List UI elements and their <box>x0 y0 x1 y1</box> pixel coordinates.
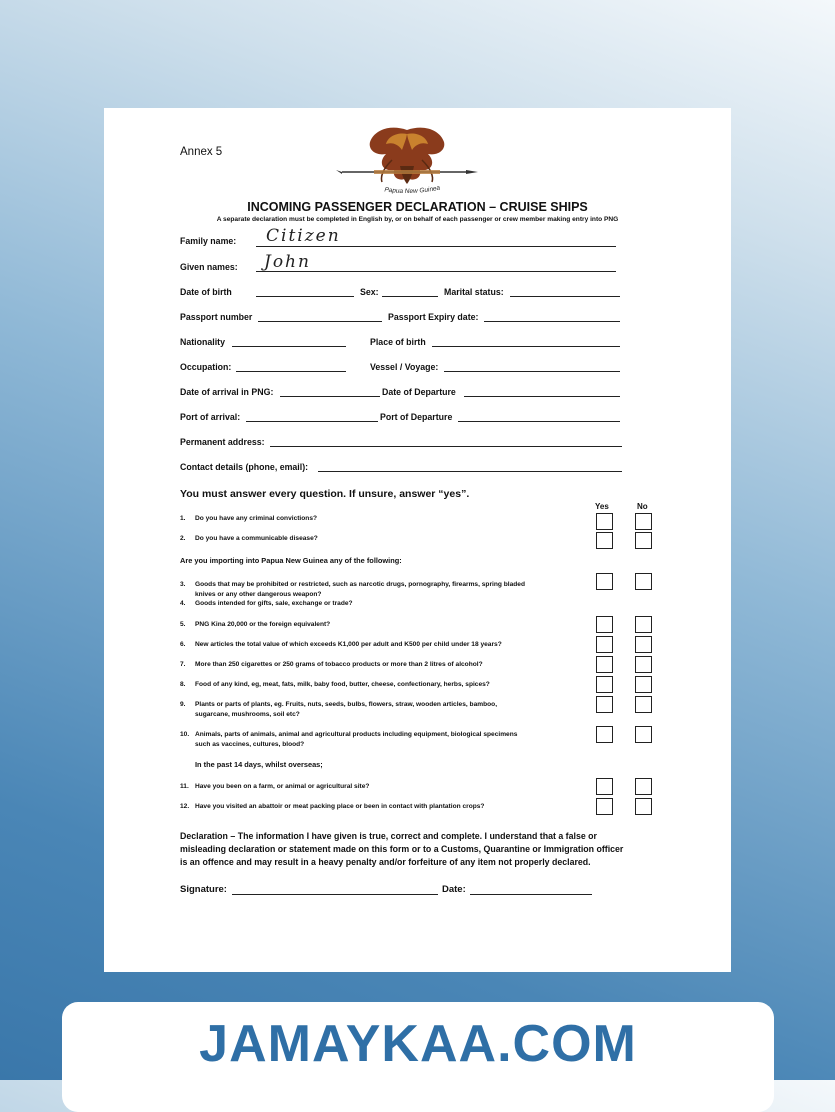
vessel-voyage-label: Vessel / Voyage: <box>370 362 439 372</box>
given-names-label: Given names: <box>180 262 238 272</box>
q10-yes-checkbox[interactable] <box>596 726 613 743</box>
q10-no-checkbox[interactable] <box>635 726 652 743</box>
q8-yes-checkbox[interactable] <box>596 676 613 693</box>
q3-no-checkbox[interactable] <box>635 573 652 590</box>
question-10: 10. Animals, parts of animals, animal and agricultural products including equipment, biological specimens such as vaccines, cultures, blood? <box>180 731 518 748</box>
footer-banner <box>62 1002 774 1112</box>
question-8: 8. Food of any kind, eg, meat, fats, milk, baby food, butter, cheese, confectionary, herbs, spices? <box>180 681 490 688</box>
form-title: INCOMING PASSENGER DECLARATION – CRUISE SHIPS <box>247 200 588 214</box>
question-6: 6. New articles the total value of which exceeds K1,000 per adult and K500 per child under 18 years? <box>180 641 502 648</box>
marital-status-field[interactable] <box>510 296 620 297</box>
importing-heading: Are you importing into Papua New Guinea any of the following: <box>180 556 402 565</box>
declaration-text <box>180 830 660 869</box>
family-name-value: Citizen <box>266 226 341 246</box>
yes-column-header: Yes <box>595 502 609 511</box>
q5-yes-checkbox[interactable] <box>596 616 613 633</box>
port-departure-label: Port of Departure <box>380 412 453 422</box>
given-names-value: John <box>264 252 311 272</box>
question-7: 7. More than 250 cigarettes or 250 grams of tobacco products or more than 2 litres of alcohol? <box>180 661 483 668</box>
question-4: 4. Goods intended for gifts, sale, exchange or trade? <box>180 600 353 607</box>
questions-heading: You must answer every question. If unsure, answer “yes”. <box>180 488 470 500</box>
port-arrival-field[interactable] <box>246 421 378 422</box>
question-12: 12. Have you visited an abattoir or meat packing place or been in contact with plantation crops? <box>180 803 485 810</box>
question-11: 11. Have you been on a farm, or animal or agricultural site? <box>180 783 370 790</box>
dob-label: Date of birth <box>180 287 232 297</box>
annex-label: Annex 5 <box>180 146 223 158</box>
q9-yes-checkbox[interactable] <box>596 696 613 713</box>
dob-field[interactable] <box>256 296 354 297</box>
passport-number-label: Passport number <box>180 312 253 322</box>
q11-yes-checkbox[interactable] <box>596 778 613 795</box>
question-3: 3. Goods that may be prohibited or restricted, such as narcotic drugs, pornography, firearms, spring bladed knives or any other dangerous weapon? <box>180 581 525 598</box>
q6-yes-checkbox[interactable] <box>596 636 613 653</box>
contact-details-field[interactable] <box>318 471 622 472</box>
q1-yes-checkbox[interactable] <box>596 513 613 530</box>
question-9: 9. Plants or parts of plants, eg. Fruits, nuts, seeds, bulbs, flowers, straw, wooden articles, bamboo, sugarcane, mushrooms, soil etc? <box>180 701 498 718</box>
place-of-birth-label: Place of birth <box>370 337 426 347</box>
declaration-line-1: Declaration – The information I have given is true, correct and complete. I understand that a false or <box>180 831 597 841</box>
q7-yes-checkbox[interactable] <box>596 656 613 673</box>
marital-status-label: Marital status: <box>444 287 504 297</box>
passport-number-field[interactable] <box>258 321 382 322</box>
declaration-form <box>104 108 731 972</box>
family-name-label: Family name: <box>180 236 237 246</box>
place-of-birth-field[interactable] <box>432 346 620 347</box>
declaration-line-2: misleading declaration or statement made on this form or to a Customs, Quarantine or Immigration officer <box>180 844 624 854</box>
permanent-address-label: Permanent address: <box>180 437 265 447</box>
port-arrival-label: Port of arrival: <box>180 412 241 422</box>
passport-expiry-label: Passport Expiry date: <box>388 312 479 322</box>
emblem-caption: Papua New Guinea <box>383 184 441 196</box>
arrival-date-field[interactable] <box>280 396 380 397</box>
svg-text:Papua New Guinea <box>384 185 441 195</box>
png-emblem-icon <box>332 120 482 202</box>
question-2: 2. Do you have a communicable disease? <box>180 535 318 542</box>
no-column-header: No <box>637 502 648 511</box>
q2-no-checkbox[interactable] <box>635 532 652 549</box>
sex-field[interactable] <box>382 296 438 297</box>
brand-watermark[interactable]: JAMAYKAA.COM <box>199 1015 637 1073</box>
overseas-heading: In the past 14 days, whilst overseas; <box>195 760 323 769</box>
family-name-field[interactable] <box>256 246 616 247</box>
q5-no-checkbox[interactable] <box>635 616 652 633</box>
q9-no-checkbox[interactable] <box>635 696 652 713</box>
nationality-field[interactable] <box>232 346 346 347</box>
nationality-label: Nationality <box>180 337 225 347</box>
signature-field[interactable] <box>232 894 438 895</box>
q12-no-checkbox[interactable] <box>635 798 652 815</box>
q1-no-checkbox[interactable] <box>635 513 652 530</box>
q11-no-checkbox[interactable] <box>635 778 652 795</box>
q7-no-checkbox[interactable] <box>635 656 652 673</box>
occupation-field[interactable] <box>236 371 346 372</box>
permanent-address-field[interactable] <box>270 446 622 447</box>
arrival-date-label: Date of arrival in PNG: <box>180 387 274 397</box>
occupation-label: Occupation: <box>180 362 232 372</box>
date-label: Date: <box>442 884 466 895</box>
bird-of-paradise-icon <box>370 128 445 184</box>
declaration-line-3: is an offence and may result in a heavy penalty and/or forfeiture of any item not properly declared. <box>180 857 591 867</box>
q8-no-checkbox[interactable] <box>635 676 652 693</box>
signature-label: Signature: <box>180 884 227 895</box>
q2-yes-checkbox[interactable] <box>596 532 613 549</box>
q12-yes-checkbox[interactable] <box>596 798 613 815</box>
q6-no-checkbox[interactable] <box>635 636 652 653</box>
form-subtitle: A separate declaration must be completed in English by, or on behalf of each passenger or crew member making entry into PNG <box>216 216 619 223</box>
departure-date-field[interactable] <box>464 396 620 397</box>
q3-yes-checkbox[interactable] <box>596 573 613 590</box>
question-1: 1. Do you have any criminal convictions? <box>180 515 318 522</box>
date-field[interactable] <box>470 894 592 895</box>
departure-date-label: Date of Departure <box>382 387 456 397</box>
question-5: 5. PNG Kina 20,000 or the foreign equivalent? <box>180 621 331 628</box>
port-departure-field[interactable] <box>458 421 620 422</box>
sex-label: Sex: <box>360 287 379 297</box>
contact-details-label: Contact details (phone, email): <box>180 462 309 472</box>
vessel-voyage-field[interactable] <box>444 371 620 372</box>
passport-expiry-field[interactable] <box>484 321 620 322</box>
